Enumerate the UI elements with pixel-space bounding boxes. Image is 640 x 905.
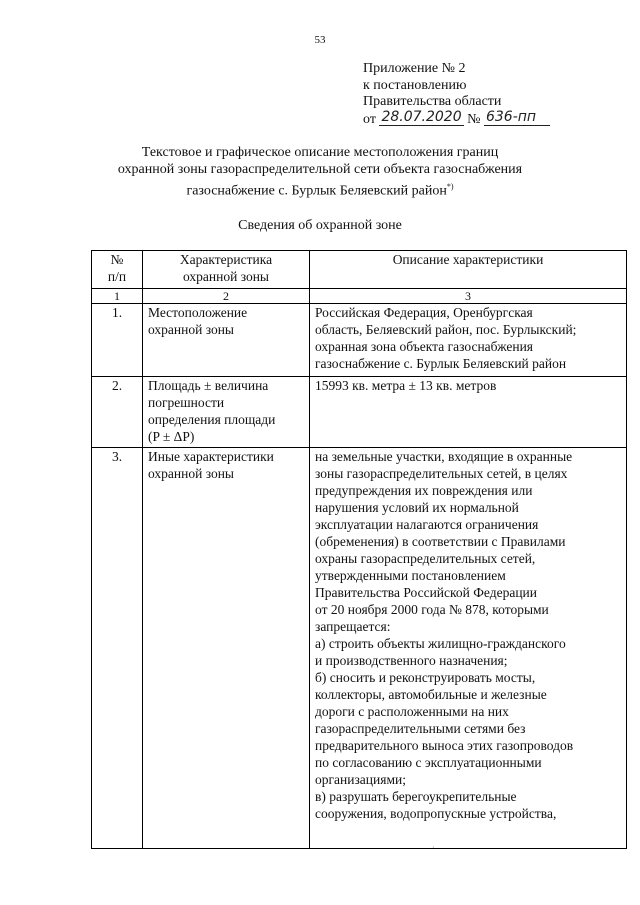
header-text: №: [110, 252, 124, 267]
from-label: от: [363, 111, 376, 127]
row-description: [310, 304, 627, 377]
row-number: 3.: [92, 448, 143, 849]
cell-line: определения площади: [148, 412, 276, 427]
cell-line: организациями;: [315, 772, 406, 787]
row-description: [310, 448, 627, 849]
section-subtitle: Сведения об охранной зоне: [238, 218, 402, 233]
cell-line: охраны газораспределительных сетей,: [315, 551, 536, 566]
header-cell-description: Описание характеристики: [310, 251, 627, 289]
cell-line: Местоположение: [148, 305, 248, 320]
cell-line: в) разрушать берегоукрепительные: [315, 789, 517, 804]
table-row: [92, 304, 627, 377]
cell-line: Правительства Российской Федерации: [315, 585, 537, 600]
cell-line: и производственного назначения;: [315, 653, 508, 668]
cell-line: Иные характеристики: [148, 449, 274, 464]
title-line: [60, 178, 580, 200]
number-label: №: [467, 111, 481, 127]
row-characteristic: [143, 448, 310, 849]
cell-line: сооружения, водопропускные устройства,: [315, 806, 557, 821]
cell-line: коллекторы, автомобильные и железные: [315, 687, 547, 702]
header-text: Характеристика: [179, 252, 273, 267]
row-number: 1.: [92, 304, 143, 377]
column-number-row: [92, 289, 627, 304]
cell-line: а) строить объекты жилищно-гражданского: [315, 636, 566, 651]
title-line-text: газоснабжение с. Бурлык Беляевский район: [186, 183, 447, 199]
cell-line: на земельные участки, входящие в охранные: [315, 449, 573, 464]
column-number: 1: [92, 289, 143, 304]
header-cell-number: [92, 251, 143, 289]
cell-line: (P ± ΔP): [148, 429, 195, 444]
cell-line: дороги с расположенными на них: [315, 704, 509, 719]
appendix-line: Приложение № 2: [363, 61, 466, 76]
footer-mark: ·: [432, 843, 435, 852]
cell-line: нарушения условий их нормальной: [315, 500, 519, 515]
zone-table: [91, 250, 627, 849]
cell-line: эксплуатации налагаются ограничения: [315, 517, 539, 532]
cell-line: от 20 ноября 2000 года № 878, которыми: [315, 602, 549, 617]
header-text: охранной зоны: [182, 269, 269, 284]
cell-line: (обременения) в соответствии с Правилами: [315, 534, 566, 549]
appendix-line: к постановлению: [363, 77, 467, 93]
footnote-mark: *): [446, 182, 454, 191]
appendix-line: Правительства области: [363, 94, 502, 109]
appendix-date-line: [363, 108, 550, 129]
header-text: п/п: [107, 269, 127, 284]
cell-line: охранной зоны: [148, 466, 235, 481]
document-title: [60, 144, 580, 200]
appendix-block: [363, 61, 550, 128]
cell-line: предварительного выноса этих газопроводов: [315, 738, 574, 753]
cell-line: Российская Федерация, Оренбургская: [315, 305, 533, 320]
cell-line: по согласованию с эксплуатационными: [315, 755, 542, 770]
row-number: 2.: [92, 377, 143, 448]
page-number: 53: [314, 34, 326, 46]
table-row: [92, 448, 627, 849]
cell-line: охранной зоны: [148, 322, 235, 337]
cell-line: 15993 кв. метра ± 13 кв. метров: [315, 378, 497, 393]
cell-line: зоны газораспределительных сетей, в целях: [315, 466, 568, 481]
cell-line: б) сносить и реконструировать мосты,: [315, 670, 536, 685]
title-line: Текстовое и графическое описание местоположения границ: [141, 145, 499, 160]
title-line: охранной зоны газораспределительной сети объекта газоснабжения: [117, 162, 523, 177]
column-number: 2: [143, 289, 310, 304]
row-characteristic: [143, 377, 310, 448]
cell-line: утвержденными постановлением: [315, 568, 506, 583]
cell-line: газораспределительными сетями без: [315, 721, 526, 736]
cell-line: предупреждения их повреждения или: [315, 483, 533, 498]
header-cell-characteristic: [143, 251, 310, 289]
row-description: [310, 377, 627, 448]
cell-line: запрещается:: [315, 619, 391, 634]
table-row: [92, 377, 627, 448]
table-header-row: [92, 251, 627, 289]
cell-line: область, Беляевский район, пос. Бурлыкский;: [315, 322, 577, 337]
row-characteristic: [143, 304, 310, 377]
cell-line: погрешности: [148, 395, 225, 410]
handwritten-number: 636-пп: [484, 109, 550, 127]
handwritten-date: 28.07.2020: [381, 108, 462, 125]
cell-line: Площадь ± величина: [148, 378, 269, 393]
cell-line: охранная зона объекта газоснабжения: [315, 339, 534, 354]
column-number: 3: [310, 289, 627, 304]
cell-line: газоснабжение с. Бурлык Беляевский район: [315, 356, 567, 371]
